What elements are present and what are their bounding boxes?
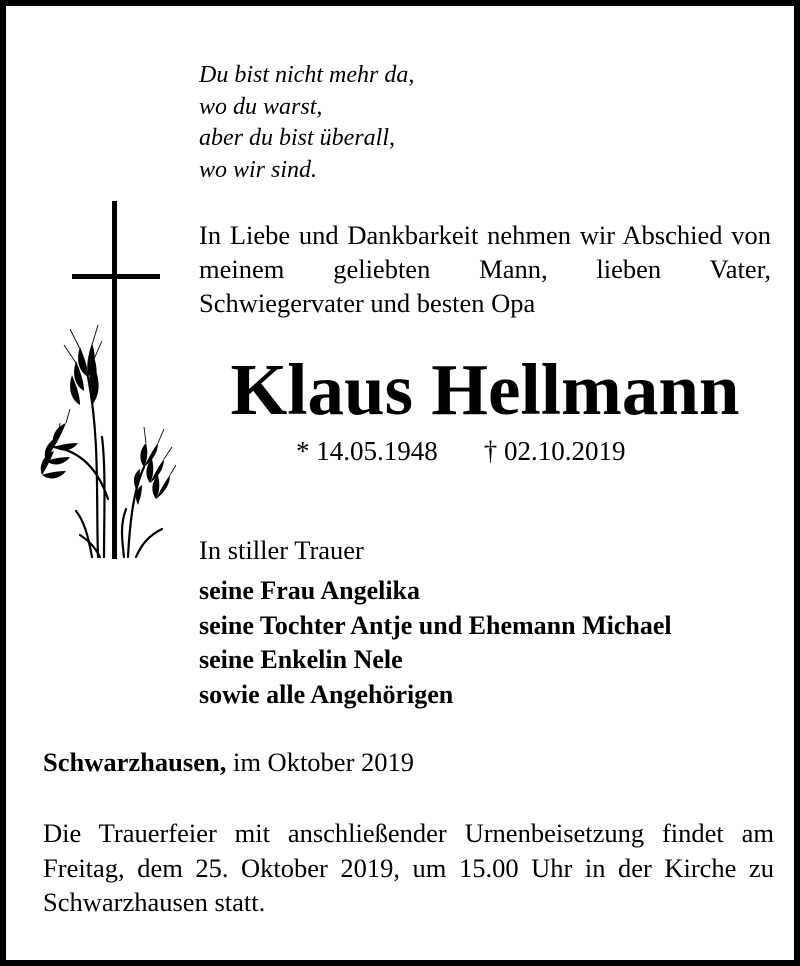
cross-with-wheat-icon	[40, 199, 176, 561]
mourning-intro: In stiller Trauer	[199, 535, 364, 565]
mourner-2: seine Tochter Antje und Ehemann Michael	[199, 610, 672, 640]
funeral-info: Die Trauerfeier mit anschließender Urnenbeisetzung findet am Freitag, dem 25. Oktober 2019, um 15.00 Uhr in der Kirche zu Schwarzhausen statt.	[43, 818, 774, 917]
place: Schwarzhausen,	[43, 747, 227, 777]
place-date	[43, 744, 414, 780]
poem-line-2: wo du warst,	[199, 93, 323, 120]
mourner-4: sowie alle Angehörigen	[199, 679, 454, 709]
poem-line-4: wo wir sind.	[199, 156, 318, 183]
birth-date: * 14.05.1948	[296, 436, 438, 466]
poem-line-3: aber du bist überall,	[199, 125, 395, 151]
poem	[199, 60, 414, 186]
deceased-name: Klaus Hellmann	[230, 349, 740, 430]
life-dates	[296, 433, 626, 469]
mourner-1: seine Frau Angelika	[199, 576, 421, 605]
poem-line-1: Du bist nicht mehr da,	[199, 62, 415, 88]
mourners-list	[199, 574, 672, 712]
mourner-3: seine Enkelin Nele	[199, 645, 403, 674]
intro-text: In Liebe und Dankbarkeit nehmen wir Abschied von meinem geliebten Mann, lieben Vater, Schwiegervater und besten Opa	[199, 220, 771, 318]
date: im Oktober 2019	[232, 747, 415, 777]
death-date: † 02.10.2019	[483, 436, 626, 466]
